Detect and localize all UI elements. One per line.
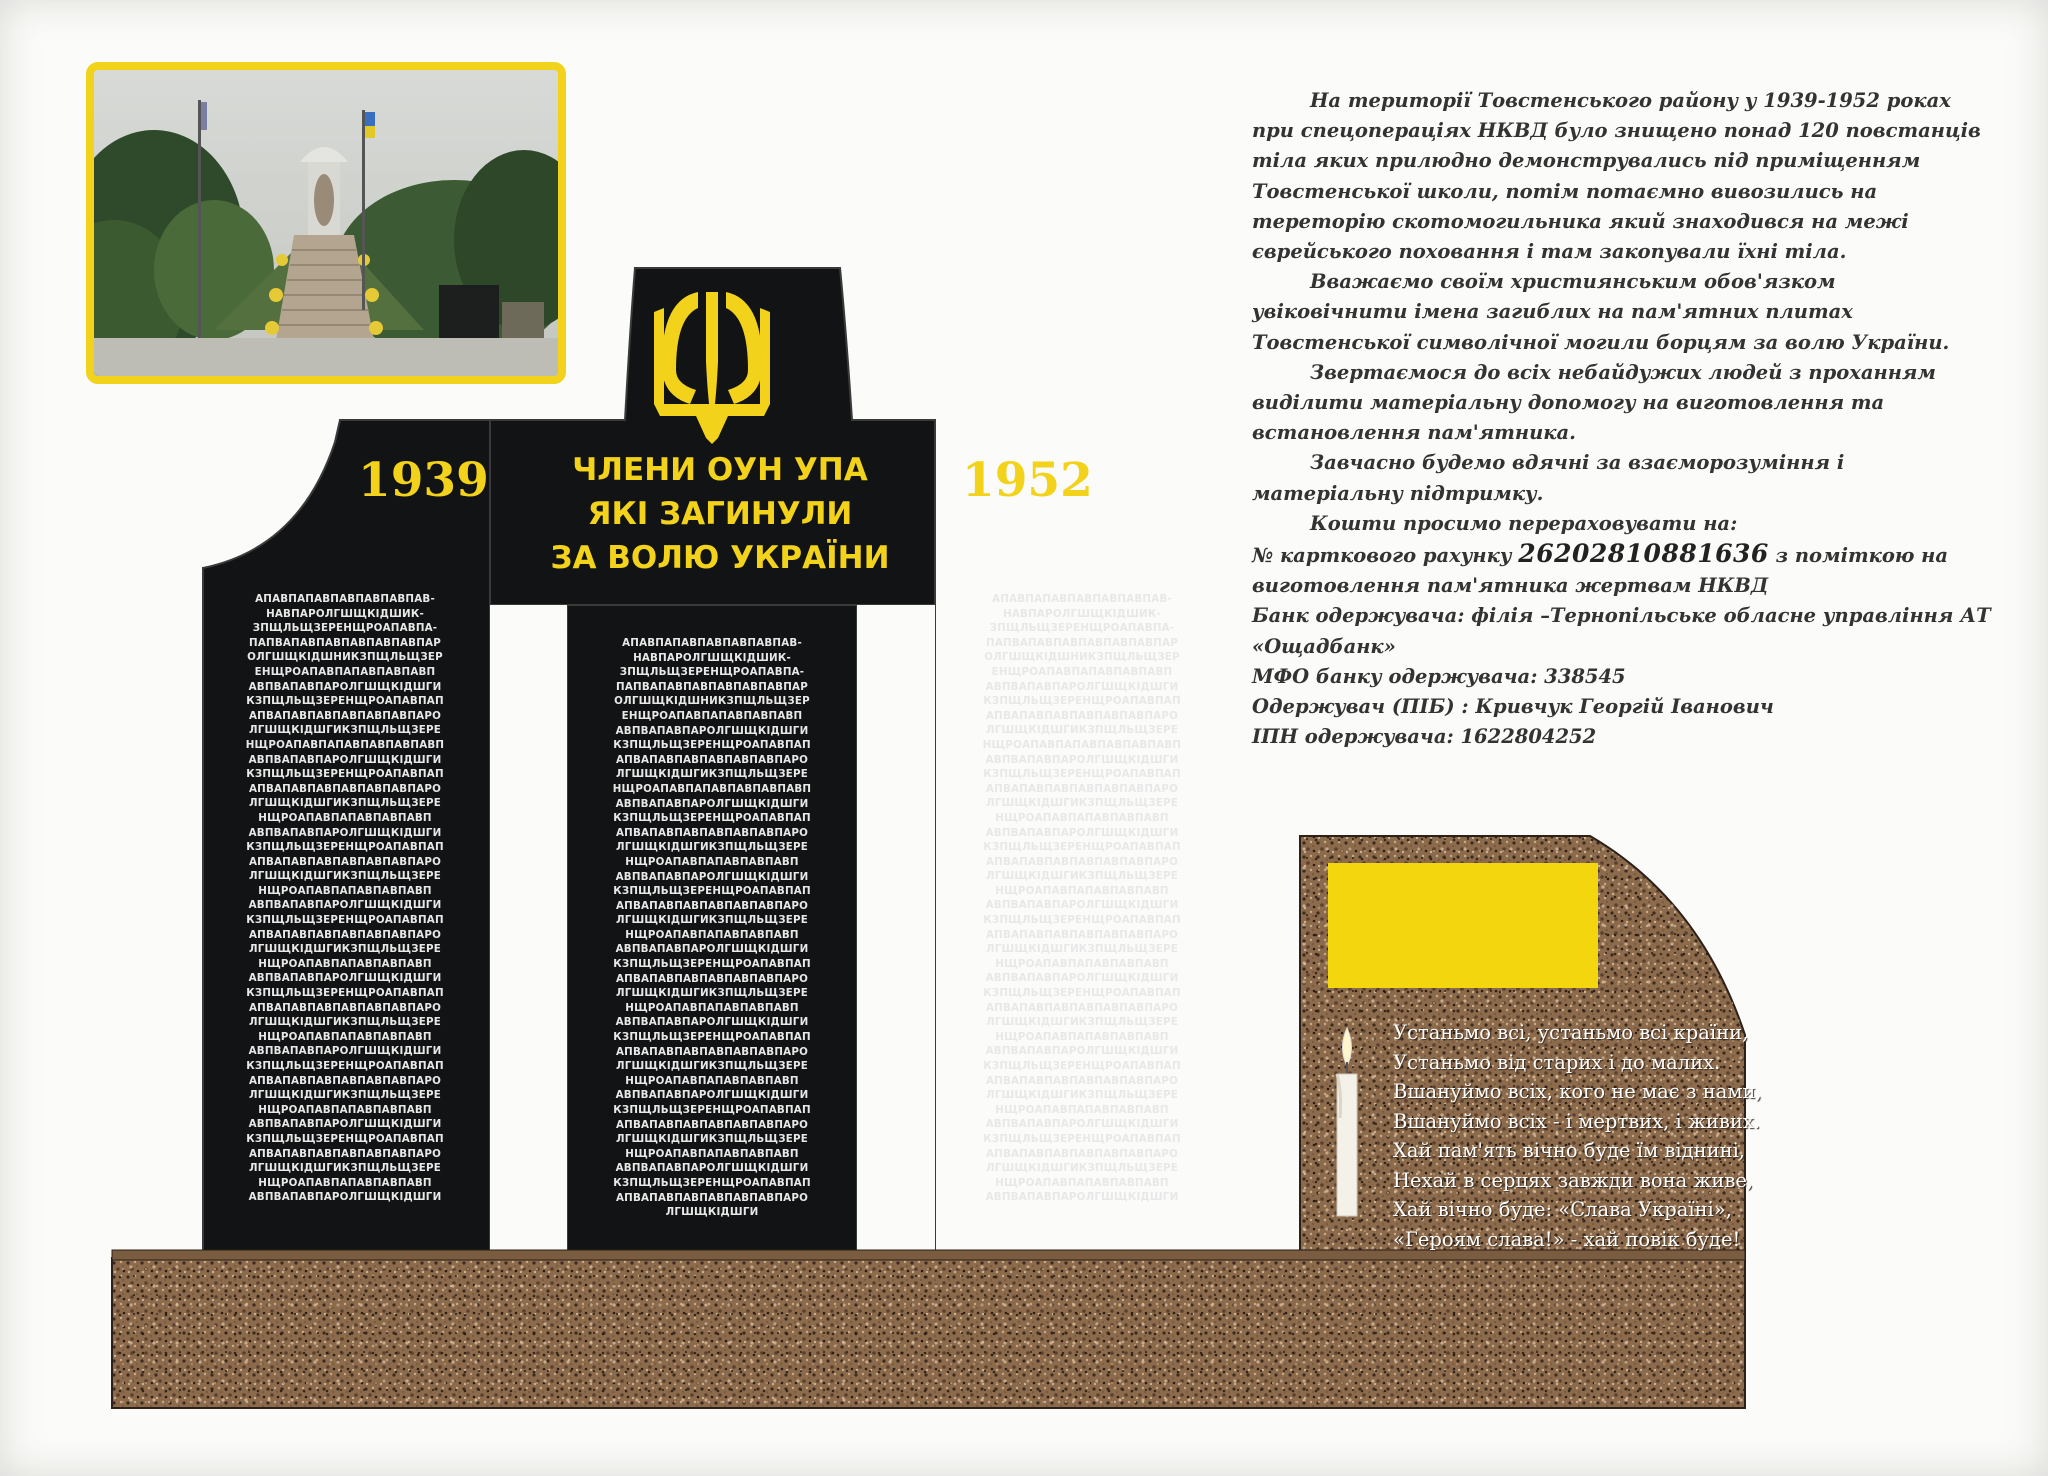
- names-list-left: АПАВПАПАВПАВПАВПАВПАВ- НАВПАРОЛГШЩКІДШИК- ЗПЩЛЬЩЗЕРЕНЩРОАПАВПА- ПАПВАПАВПАВПАВПАВПАВПАР ОЛГШЩКІДШНИКЗПЩЛЬЩЗЕР ЕНЩРОАПАВПАПАВПАВПАВП АВПВАПАВПАРОЛГШЩКІДШГИ КЗПЩЛЬЩЗЕРЕНЩРОАПАВПАП АПВАПАВПАВПАВПАВПАВПАРО ЛГШЩКІДШГИКЗПЩЛЬЩЗЕРЕ НЩРОАПАВПАПАВПАВПАВПАВП АВПВАПАВПАРОЛГШЩКІДШГИ КЗПЩЛЬЩЗЕРЕНЩРОАПАВПАП АПВАПАВПАВПАВПАВПАВПАРО ЛГШЩКІДШГИКЗПЩЛЬЩЗЕРЕ НЩРОАПАВПАПАВПАВПАВП АВПВАПАВПАРОЛГШЩКІДШГИ КЗПЩЛЬЩЗЕРЕНЩРОАПАВПАП АПВАПАВПАВПАВПАВПАВПАРО ЛГШЩКІДШГИКЗПЩЛЬЩЗЕРЕ НЩРОАПАВПАПАВПАВПАВП АВПВАПАВПАРОЛГШЩКІДШГИ КЗПЩЛЬЩЗЕРЕНЩРОАПАВПАП АПВАПАВПАВПАВПАВПАВПАРО ЛГШЩКІДШГИКЗПЩЛЬЩЗЕРЕ НЩРОАПАВПАПАВПАВПАВП АВПВАПАВПАРОЛГШЩКІДШГИ КЗПЩЛЬЩЗЕРЕНЩРОАПАВПАП АПВАПАВПАВПАВПАВПАВПАРО ЛГШЩКІДШГИКЗПЩЛЬЩЗЕРЕ НЩРОАПАВПАПАВПАВПАВП АВПВАПАВПАРОЛГШЩКІДШГИ КЗПЩЛЬЩЗЕРЕНЩРОАПАВПАП АПВАПАВПАВПАВПАВПАВПАРО ЛГШЩКІДШГИКЗПЩЛЬЩЗЕРЕ НЩРОАПАВПАПАВПАВПАВП АВПВАПАВПАРОЛГШЩКІДШГИ КЗПЩЛЬЩЗЕРЕНЩРОАПАВПАП АПВАПАВПАВПАВПАВПАВПАРО ЛГШЩКІДШГИКЗПЩЛЬЩЗЕРЕ НЩРОАПАВПАПАВПАВПАВП АВПВАПАВПАРОЛГШЩКІДШГИ: [245, 593, 445, 1204]
- names-list-right: АПАВПАПАВПАВПАВПАВПАВ- НАВПАРОЛГШЩКІДШИК- ЗПЩЛЬЩЗЕРЕНЩРОАПАВПА- ПАПВАПАВПАВПАВПАВПАВПАР ОЛГШЩКІДШНИКЗПЩЛЬЩЗЕР ЕНЩРОАПАВПАПАВПАВПАВП АВПВАПАВПАРОЛГШЩКІДШГИ КЗПЩЛЬЩЗЕРЕНЩРОАПАВПАП АПВАПАВПАВПАВПАВПАВПАРО ЛГШЩКІДШГИКЗПЩЛЬЩЗЕРЕ НЩРОАПАВПАПАВПАВПАВПАВП АВПВАПАВПАРОЛГШЩКІДШГИ КЗПЩЛЬЩЗЕРЕНЩРОАПАВПАП АПВАПАВПАВПАВПАВПАВПАРО ЛГШЩКІДШГИКЗПЩЛЬЩЗЕРЕ НЩРОАПАВПАПАВПАВПАВП АВПВАПАВПАРОЛГШЩКІДШГИ КЗПЩЛЬЩЗЕРЕНЩРОАПАВПАП АПВАПАВПАВПАВПАВПАВПАРО ЛГШЩКІДШГИКЗПЩЛЬЩЗЕРЕ НЩРОАПАВПАПАВПАВПАВП АВПВАПАВПАРОЛГШЩКІДШГИ КЗПЩЛЬЩЗЕРЕНЩРОАПАВПАП АПВАПАВПАВПАВПАВПАВПАРО ЛГШЩКІДШГИКЗПЩЛЬЩЗЕРЕ НЩРОАПАВПАПАВПАВПАВП АВПВАПАВПАРОЛГШЩКІДШГИ КЗПЩЛЬЩЗЕРЕНЩРОАПАВПАП АПВАПАВПАВПАВПАВПАВПАРО ЛГШЩКІДШГИКЗПЩЛЬЩЗЕРЕ НЩРОАПАВПАПАВПАВПАВП АВПВАПАВПАРОЛГШЩКІДШГИ КЗПЩЛЬЩЗЕРЕНЩРОАПАВПАП АПВАПАВПАВПАВПАВПАВПАРО ЛГШЩКІДШГИКЗПЩЛЬЩЗЕРЕ НЩРОАПАВПАПАВПАВПАВП АВПВАПАВПАРОЛГШЩКІДШГИ КЗПЩЛЬЩЗЕРЕНЩРОАПАВПАП АПВАПАВПАВПАВПАВПАВПАРО ЛГШЩКІДШГИКЗПЩЛЬЩЗЕРЕ НЩРОАПАВПАПАВПАВПАВП АВПВАПАВПАРОЛГШЩКІДШГИ: [982, 593, 1182, 1204]
- recipient-line: Одержувач (ПІБ) : Кривчук Георгій Іванович: [1252, 695, 1774, 719]
- account-number: 26202810881636: [1518, 539, 1769, 569]
- memorial-title-line-3: ЗА ВОЛЮ УКРАЇНИ: [550, 540, 890, 576]
- candle-icon: [1326, 1022, 1368, 1222]
- inn-line: ІПН одержувача: 1622804252: [1252, 725, 1597, 749]
- bank-line-1: Банк одержувача: філія –Тернопільське обласне управління АТ: [1252, 604, 1991, 628]
- mfo-line: МФО банку одержувача: 338545: [1252, 664, 1626, 688]
- poem-line: Вшануймо всіх, кого не має з нами,: [1393, 1080, 1762, 1103]
- poem-line: «Героям слава!» - хай повік буде!: [1393, 1227, 1741, 1251]
- info-paragraph-duty: Вважаємо своїм християнським обов'язком увіковічнити імена загиблих на пам'ятних плитах Товстенської символічної могили борцям за волю України.: [1252, 270, 1950, 354]
- poem-line: Устаньмо всі, устаньмо всі країни,: [1393, 1021, 1749, 1044]
- poem-line: Хай пам'ять вічно буде їм віднині,: [1393, 1139, 1746, 1162]
- account-suffix: з поміткою на: [1775, 544, 1948, 568]
- names-list-center: АПАВПАПАВПАВПАВПАВПАВ- НАВПАРОЛГШЩКІДШИК- ЗПЩЛЬЩЗЕРЕНЩРОАПАВПА- ПАПВАПАВПАВПАВПАВПАВПАР ОЛГШЩКІДШНИКЗПЩЛЬЩЗЕР ЕНЩРОАПАВПАПАВПАВПАВП АВПВАПАВПАРОЛГШЩКІДШГИ КЗПЩЛЬЩЗЕРЕНЩРОАПАВПАП АПВАПАВПАВПАВПАВПАВПАРО ЛГШЩКІДШГИКЗПЩЛЬЩЗЕРЕ НЩРОАПАВПАПАВПАВПАВПАВП АВПВАПАВПАРОЛГШЩКІДШГИ КЗПЩЛЬЩЗЕРЕНЩРОАПАВПАП АПВАПАВПАВПАВПАВПАВПАРО ЛГШЩКІДШГИКЗПЩЛЬЩЗЕРЕ НЩРОАПАВПАПАВПАВПАВП АВПВАПАВПАРОЛГШЩКІДШГИ КЗПЩЛЬЩЗЕРЕНЩРОАПАВПАП АПВАПАВПАВПАВПАВПАВПАРО ЛГШЩКІДШГИКЗПЩЛЬЩЗЕРЕ НЩРОАПАВПАПАВПАВПАВП АВПВАПАВПАРОЛГШЩКІДШГИ КЗПЩЛЬЩЗЕРЕНЩРОАПАВПАП АПВАПАВПАВПАВПАВПАВПАРО ЛГШЩКІДШГИКЗПЩЛЬЩЗЕРЕ НЩРОАПАВПАПАВПАВПАВП АВПВАПАВПАРОЛГШЩКІДШГИ КЗПЩЛЬЩЗЕРЕНЩРОАПАВПАП АПВАПАВПАВПАВПАВПАВПАРО ЛГШЩКІДШГИКЗПЩЛЬЩЗЕРЕ НЩРОАПАВПАПАВПАВПАВП АВПВАПАВПАРОЛГШЩКІДШГИ КЗПЩЛЬЩЗЕРЕНЩРОАПАВПАП АПВАПАВПАВПАВПАВПАВПАРО ЛГШЩКІДШГИКЗПЩЛЬЩЗЕРЕ НЩРОАПАВПАПАВПАВПАВП АВПВАПАВПАРОЛГШЩКІДШГИ КЗПЩЛЬЩЗЕРЕНЩРОАПАВПАП АПВАПАВПАВПАВПАВПАВПАРО ЛГШЩКІДШГИ: [612, 637, 812, 1219]
- info-paragraph-appeal: Звертаємося до всіх небайдужих людей з проханням виділити матеріальну допомогу на виготовлення та встановлення пам'ятника.: [1252, 360, 1936, 445]
- poem-line: Нехай в серцях завжди вона живе,: [1393, 1168, 1754, 1192]
- blank-yellow-plate: [1328, 863, 1598, 988]
- poem-line: Устаньмо від старих і до малих.: [1393, 1050, 1721, 1074]
- payment-purpose: виготовлення пам'ятника жертвам НКВД: [1252, 574, 1769, 598]
- bank-line-2: «Ощадбанк»: [1252, 634, 1396, 658]
- memorial-title: [500, 448, 940, 580]
- poem: [1393, 1018, 1762, 1254]
- info-paragraph-history: На території Товстенського району у 1939-1952 роках при спецопераціях НКВД було знищено понад 120 повстанців тіла яких прилюдно демонструвались під приміщенням Товстенської школи, потім потаємно вивозились на тереторію скотомогильника який знаходився на межі єврейського поховання і там закопували їхні тіла.: [1252, 89, 1981, 264]
- year-start: 1939: [358, 453, 489, 508]
- poem-line: Хай вічно буде: «Слава Україні»,: [1393, 1198, 1732, 1221]
- info-paragraph-transfer: Кошти просимо перераховувати на:: [1310, 511, 1738, 535]
- info-paragraph-thanks: Завчасно будемо вдячні за взаєморозуміння і матеріальну підтримку.: [1252, 451, 1845, 505]
- year-end: 1952: [962, 453, 1093, 508]
- memorial-title-line-1: ЧЛЕНИ ОУН УПА: [572, 452, 868, 488]
- memorial-title-line-2: ЯКІ ЗАГИНУЛИ: [587, 496, 853, 532]
- poem-line: Вшануймо всіх - і мертвих, і живих.: [1393, 1109, 1761, 1133]
- account-prefix: № карткового рахунку: [1252, 544, 1512, 568]
